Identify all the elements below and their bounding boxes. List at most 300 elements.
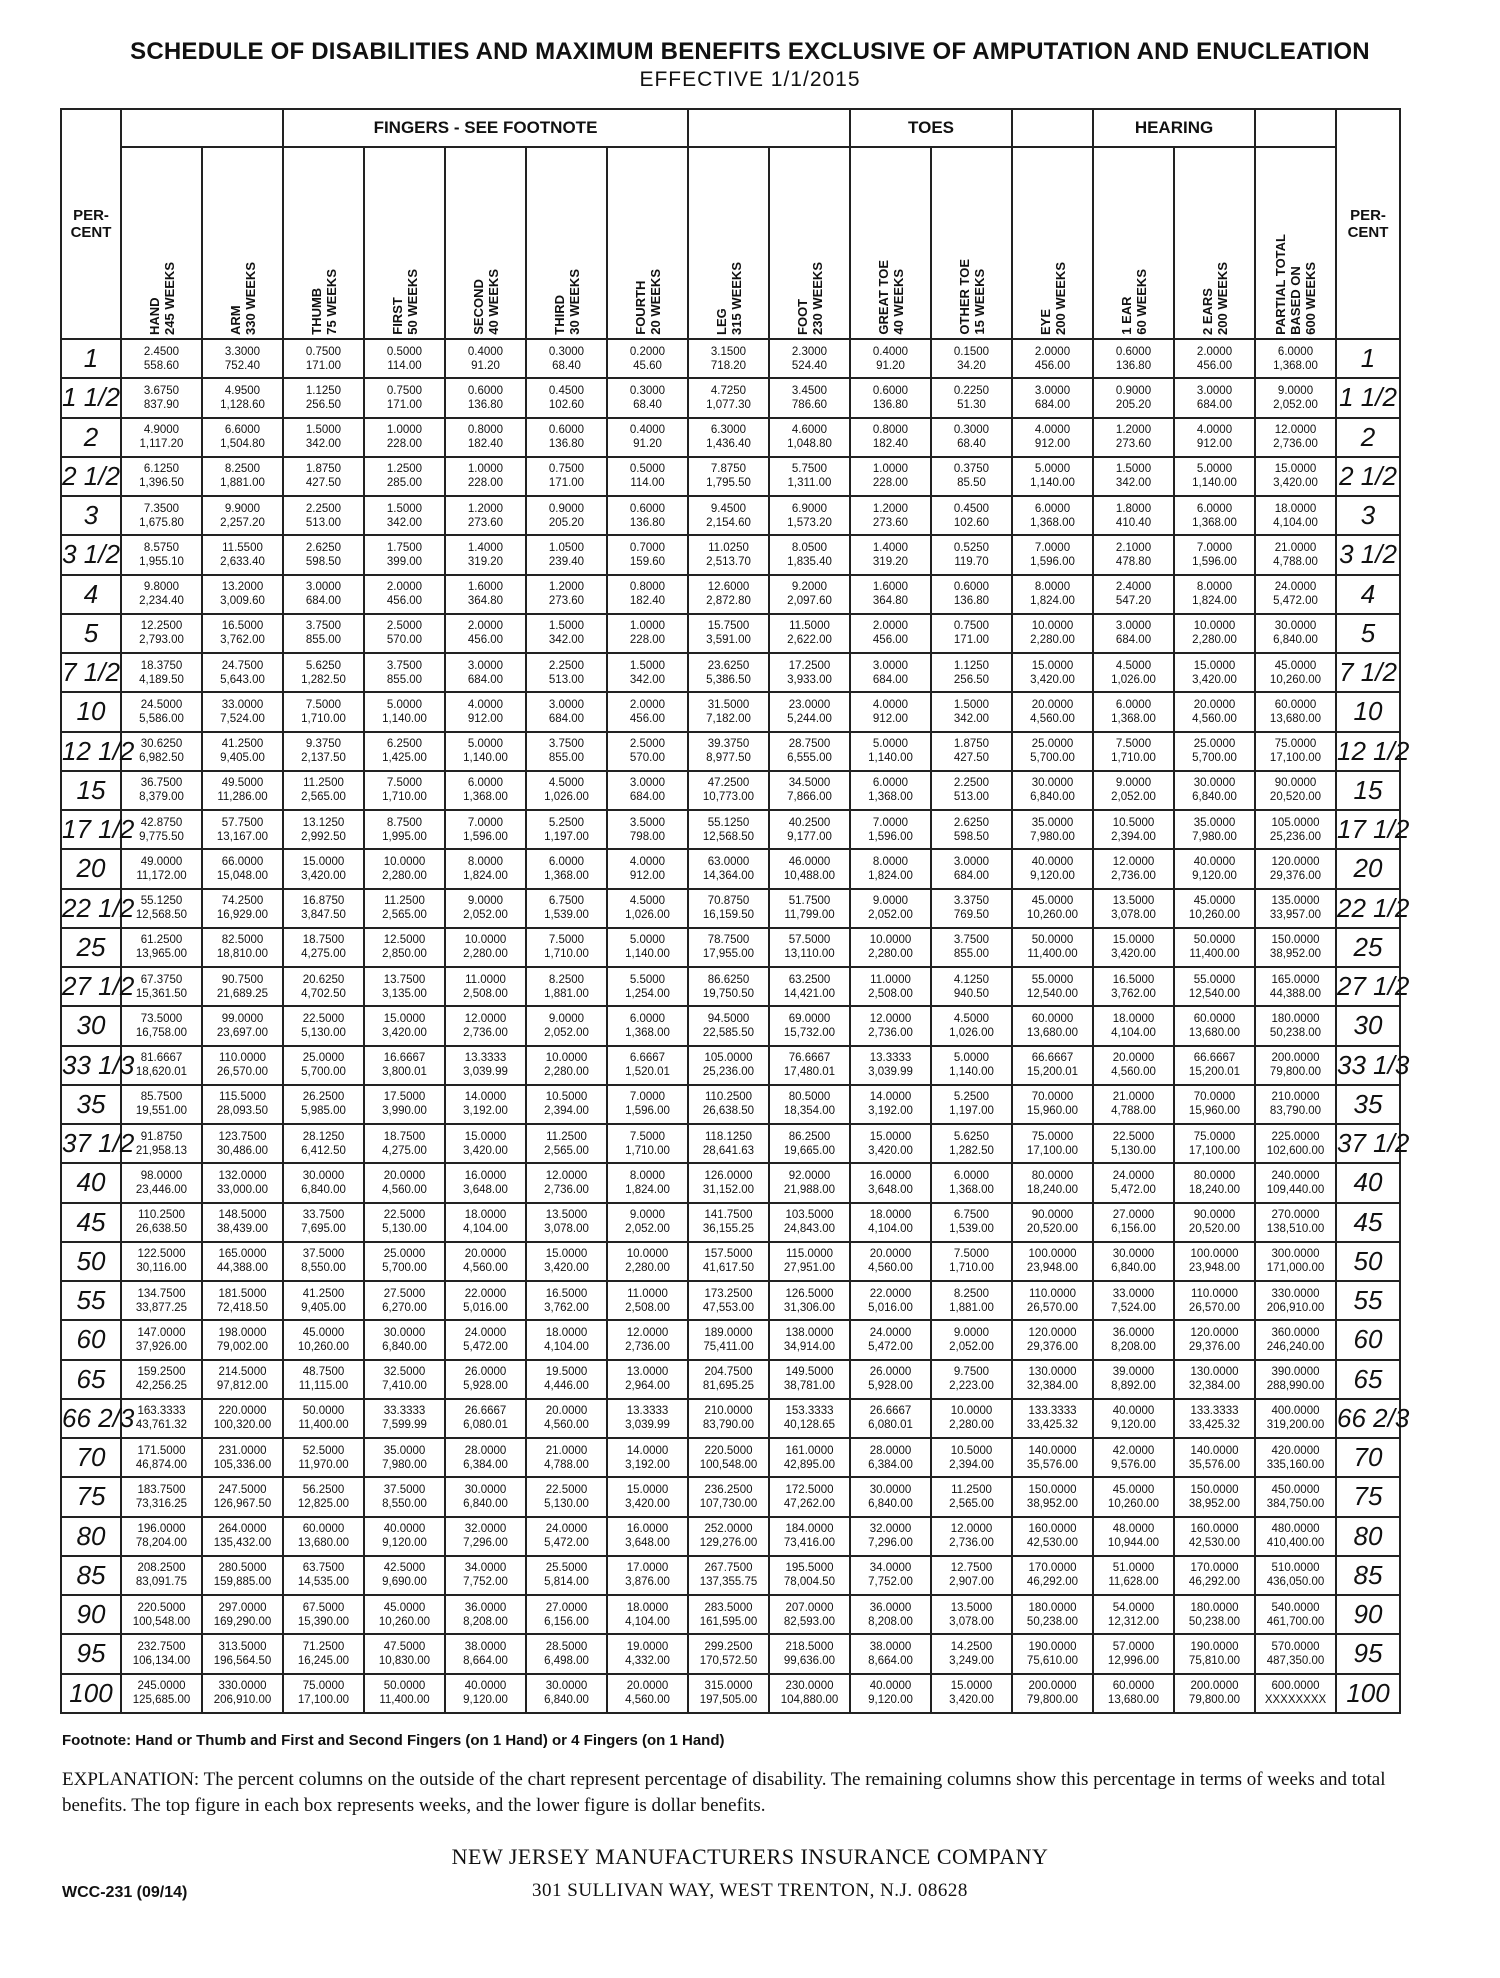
benefit-cell xyxy=(769,1085,850,1124)
weeks-value: 5.0000 xyxy=(953,1052,990,1065)
weeks-value: 33.0000 xyxy=(221,698,264,711)
dollar-value: 3,648.00 xyxy=(868,1183,913,1196)
weeks-value: 267.7500 xyxy=(704,1562,753,1575)
dollar-value: 107,730.00 xyxy=(699,1497,758,1510)
dollar-value: 2,508.00 xyxy=(625,1301,670,1314)
column-header xyxy=(607,147,688,339)
weeks-value: 86.6250 xyxy=(707,973,750,986)
benefit-cell xyxy=(202,1674,283,1714)
benefit-cell xyxy=(931,771,1012,810)
weeks-value: 12.0000 xyxy=(464,1012,507,1025)
dollar-value: 4,788.00 xyxy=(1111,1105,1156,1118)
benefit-cell xyxy=(445,378,526,417)
weeks-value: 12.0000 xyxy=(545,1169,588,1182)
benefit-cell xyxy=(526,653,607,692)
benefit-cell xyxy=(931,1634,1012,1673)
benefit-cell xyxy=(769,849,850,888)
benefit-cell xyxy=(202,1046,283,1085)
weeks-value: 13.5000 xyxy=(1112,895,1155,908)
weeks-value: 20.0000 xyxy=(545,1405,588,1418)
weeks-value: 161.0000 xyxy=(785,1444,834,1457)
dollar-value: 11,400.00 xyxy=(1189,948,1240,961)
benefit-cell xyxy=(445,928,526,967)
weeks-value: 0.9000 xyxy=(548,502,585,515)
dollar-value: 342.00 xyxy=(1115,477,1152,490)
benefit-cell xyxy=(607,339,688,378)
benefit-cell xyxy=(607,1634,688,1673)
benefit-cell xyxy=(1255,1163,1336,1202)
weeks-value: 9.0000 xyxy=(548,1012,585,1025)
benefit-cell xyxy=(1255,418,1336,457)
benefit-cell xyxy=(850,810,931,849)
dollar-value: 5,700.00 xyxy=(1192,752,1237,765)
dollar-value: 598.50 xyxy=(953,830,990,843)
percent-right: 85 xyxy=(1336,1556,1400,1595)
benefit-cell xyxy=(688,535,769,574)
benefit-cell xyxy=(121,418,202,457)
benefit-cell xyxy=(1093,1556,1174,1595)
dollar-value: 12,568.50 xyxy=(135,909,188,922)
weeks-value: 8.5750 xyxy=(143,541,180,554)
benefit-cell xyxy=(202,1163,283,1202)
dollar-value: 1,573.20 xyxy=(787,516,832,529)
weeks-value: 207.0000 xyxy=(785,1601,834,1614)
benefit-cell xyxy=(931,575,1012,614)
weeks-value: 15.0000 xyxy=(1193,659,1236,672)
weeks-value: 120.0000 xyxy=(1028,1326,1077,1339)
weeks-value: 0.5000 xyxy=(386,345,423,358)
dollar-value: 3,078.00 xyxy=(544,1223,589,1236)
weeks-value: 22.5000 xyxy=(383,1209,426,1222)
benefit-cell xyxy=(931,928,1012,967)
benefit-cell xyxy=(283,575,364,614)
dollar-value: 9,120.00 xyxy=(868,1694,913,1707)
weeks-value: 40.0000 xyxy=(1193,855,1236,868)
dollar-value: 159,885.00 xyxy=(213,1576,272,1589)
dollar-value: 137,355.75 xyxy=(699,1576,758,1589)
benefit-cell xyxy=(121,575,202,614)
weeks-value: 13.5000 xyxy=(545,1209,588,1222)
column-header-label: THUMB 75 WEEKS xyxy=(308,269,339,335)
weeks-value: 18.7500 xyxy=(383,1130,426,1143)
table-row xyxy=(61,1163,1400,1202)
benefit-cell xyxy=(283,1242,364,1281)
dollar-value: 3,762.00 xyxy=(1111,987,1156,1000)
dollar-value: 11,400.00 xyxy=(379,1694,430,1707)
weeks-value: 76.6667 xyxy=(788,1052,831,1065)
benefit-cell xyxy=(850,1242,931,1281)
percent-left: 2 xyxy=(61,418,121,457)
benefit-cell xyxy=(1255,1046,1336,1085)
dollar-value: 8,208.00 xyxy=(463,1615,508,1628)
dollar-value: 456.00 xyxy=(467,634,504,647)
benefit-cell xyxy=(526,810,607,849)
benefit-cell xyxy=(688,1634,769,1673)
benefit-cell xyxy=(1093,928,1174,967)
benefit-cell xyxy=(1012,1320,1093,1359)
benefit-cell xyxy=(1012,1634,1093,1673)
column-header xyxy=(769,147,850,339)
dollar-value: 8,664.00 xyxy=(463,1654,508,1667)
dollar-value: 75,610.00 xyxy=(1026,1654,1079,1667)
benefit-cell xyxy=(1174,418,1255,457)
benefit-cell xyxy=(850,1281,931,1320)
dollar-value: 2,257.20 xyxy=(220,516,265,529)
dollar-value: 2,280.00 xyxy=(382,869,427,882)
weeks-value: 9.0000 xyxy=(1115,777,1152,790)
benefit-cell xyxy=(526,1281,607,1320)
dollar-value: 1,368.00 xyxy=(463,791,508,804)
weeks-value: 69.0000 xyxy=(788,1012,831,1025)
benefit-cell xyxy=(769,810,850,849)
benefit-cell xyxy=(688,810,769,849)
dollar-value: 1,077.30 xyxy=(706,398,751,411)
weeks-value: 11.5000 xyxy=(789,620,830,633)
dollar-value: 6,080.01 xyxy=(868,1419,913,1432)
percent-right: 12 1/2 xyxy=(1336,732,1400,771)
benefit-cell xyxy=(769,339,850,378)
dollar-value: 342.00 xyxy=(548,634,585,647)
dollar-value: 3,135.00 xyxy=(382,987,427,1000)
benefit-cell xyxy=(769,1281,850,1320)
benefit-cell xyxy=(607,614,688,653)
weeks-value: 12.0000 xyxy=(626,1326,669,1339)
dollar-value: 196,564.50 xyxy=(213,1654,272,1667)
weeks-value: 1.8750 xyxy=(305,463,342,476)
dollar-value: 79,002.00 xyxy=(216,1340,269,1353)
weeks-value: 3.0000 xyxy=(872,659,909,672)
benefit-cell xyxy=(202,1595,283,1634)
weeks-value: 147.0000 xyxy=(137,1326,186,1339)
benefit-cell xyxy=(931,1595,1012,1634)
percent-right: 95 xyxy=(1336,1634,1400,1673)
dollar-value: 6,982.50 xyxy=(139,752,184,765)
percent-right: 5 xyxy=(1336,614,1400,653)
benefit-cell xyxy=(769,614,850,653)
benefit-cell xyxy=(526,575,607,614)
percent-left: 27 1/2 xyxy=(61,967,121,1006)
weeks-value: 36.7500 xyxy=(140,777,183,790)
dollar-value: 319.20 xyxy=(872,555,909,568)
weeks-value: 1.0000 xyxy=(629,620,666,633)
weeks-value: 30.0000 xyxy=(545,1680,588,1693)
benefit-cell xyxy=(769,889,850,928)
dollar-value: 8,977.50 xyxy=(706,752,751,765)
benefit-cell xyxy=(931,1046,1012,1085)
benefit-cell xyxy=(1012,1477,1093,1516)
benefit-cell xyxy=(850,378,931,417)
dollar-value: 13,680.00 xyxy=(1107,1694,1160,1707)
table-row xyxy=(61,1281,1400,1320)
weeks-value: 8.0000 xyxy=(1196,581,1233,594)
dollar-value: 29,376.00 xyxy=(1026,1340,1079,1353)
dollar-value: 684.00 xyxy=(629,791,666,804)
dollar-value: 2,736.00 xyxy=(544,1183,589,1196)
weeks-value: 230.0000 xyxy=(785,1680,834,1693)
dollar-value: 2,097.60 xyxy=(787,595,832,608)
benefit-cell xyxy=(688,1438,769,1477)
benefit-cell xyxy=(607,967,688,1006)
weeks-value: 11.5500 xyxy=(222,541,263,554)
dollar-value: 228.00 xyxy=(467,477,504,490)
benefit-cell xyxy=(607,692,688,731)
benefit-cell xyxy=(1255,771,1336,810)
percent-left: 90 xyxy=(61,1595,121,1634)
dollar-value: 100,320.00 xyxy=(213,1419,272,1432)
weeks-value: 6.1250 xyxy=(143,463,180,476)
table-row xyxy=(61,1242,1400,1281)
benefit-cell xyxy=(1012,1085,1093,1124)
benefit-cell xyxy=(769,1203,850,1242)
column-header-label: FOURTH 20 WEEKS xyxy=(632,269,663,335)
weeks-value: 130.0000 xyxy=(1028,1366,1077,1379)
weeks-value: 57.0000 xyxy=(1112,1640,1155,1653)
benefit-cell xyxy=(607,1281,688,1320)
benefit-cell xyxy=(202,496,283,535)
weeks-value: 31.5000 xyxy=(707,698,750,711)
dollar-value: 15,960.00 xyxy=(1188,1105,1241,1118)
weeks-value: 1.0000 xyxy=(386,424,423,437)
dollar-value: 2,394.00 xyxy=(544,1105,589,1118)
benefit-cell xyxy=(364,496,445,535)
column-header-row xyxy=(61,147,1400,339)
dollar-value: 228.00 xyxy=(386,438,423,451)
benefit-cell xyxy=(607,378,688,417)
benefit-cell xyxy=(688,1320,769,1359)
dollar-value: 9,690.00 xyxy=(382,1576,427,1589)
dollar-value: 15,960.00 xyxy=(1026,1105,1079,1118)
dollar-value: 2,052.00 xyxy=(1273,398,1318,411)
dollar-value: 11,115.00 xyxy=(298,1380,349,1393)
benefit-cell xyxy=(1093,1085,1174,1124)
weeks-value: 5.6250 xyxy=(953,1130,990,1143)
benefit-cell xyxy=(1093,457,1174,496)
dollar-value: 5,472.00 xyxy=(544,1537,589,1550)
dollar-value: 10,830.00 xyxy=(378,1654,431,1667)
dollar-value: 36,155.25 xyxy=(702,1223,755,1236)
dollar-value: 2,394.00 xyxy=(1111,830,1156,843)
benefit-cell xyxy=(1093,575,1174,614)
dollar-value: 461,700.00 xyxy=(1266,1615,1325,1628)
weeks-value: 42.5000 xyxy=(383,1562,426,1575)
percent-left: 35 xyxy=(61,1085,121,1124)
weeks-value: 1.2500 xyxy=(386,463,423,476)
weeks-value: 11.0250 xyxy=(708,541,749,554)
dollar-value: 1,596.00 xyxy=(1192,555,1237,568)
benefit-cell xyxy=(607,732,688,771)
weeks-value: 67.3750 xyxy=(140,973,183,986)
dollar-value: 32,384.00 xyxy=(1188,1380,1241,1393)
weeks-value: 1.2000 xyxy=(467,502,504,515)
dollar-value: 5,472.00 xyxy=(868,1340,913,1353)
weeks-value: 63.2500 xyxy=(788,973,831,986)
benefit-cell xyxy=(1174,1634,1255,1673)
dollar-value: 1,128.60 xyxy=(220,398,265,411)
benefit-cell xyxy=(445,1674,526,1714)
benefit-cell xyxy=(607,1085,688,1124)
benefit-cell xyxy=(769,457,850,496)
benefit-cell xyxy=(769,1634,850,1673)
benefit-cell xyxy=(850,457,931,496)
benefit-cell xyxy=(769,1556,850,1595)
dollar-value: 40,128.65 xyxy=(783,1419,836,1432)
dollar-value: 684.00 xyxy=(872,673,909,686)
dollar-value: 91.20 xyxy=(471,359,500,372)
benefit-cell xyxy=(526,1399,607,1438)
weeks-value: 39.3750 xyxy=(707,738,750,751)
weeks-value: 75.0000 xyxy=(1031,1130,1074,1143)
company-address: 301 SULLIVAN WAY, WEST TRENTON, N.J. 08628 xyxy=(532,1880,968,1901)
dollar-value: 2,052.00 xyxy=(949,1340,994,1353)
weeks-value: 80.5000 xyxy=(788,1091,831,1104)
weeks-value: 67.5000 xyxy=(302,1601,345,1614)
weeks-value: 13.1250 xyxy=(302,816,345,829)
benefit-cell xyxy=(850,1085,931,1124)
dollar-value: 4,788.00 xyxy=(1273,555,1318,568)
dollar-value: XXXXXXXX xyxy=(1264,1694,1327,1707)
dollar-value: 273.60 xyxy=(548,595,585,608)
dollar-value: 21,988.00 xyxy=(783,1183,836,1196)
benefit-cell xyxy=(1174,1595,1255,1634)
benefit-cell xyxy=(688,1203,769,1242)
weeks-value: 180.0000 xyxy=(1028,1601,1077,1614)
percent-left: 75 xyxy=(61,1477,121,1516)
benefit-cell xyxy=(364,614,445,653)
dollar-value: 384,750.00 xyxy=(1266,1497,1325,1510)
dollar-value: 9,120.00 xyxy=(1030,869,1075,882)
benefit-cell xyxy=(1255,1281,1336,1320)
weeks-value: 57.7500 xyxy=(221,816,264,829)
dollar-value: 1,368.00 xyxy=(625,1026,670,1039)
weeks-value: 40.0000 xyxy=(383,1523,426,1536)
benefit-cell xyxy=(364,575,445,614)
weeks-value: 2.5000 xyxy=(629,738,666,751)
benefit-cell xyxy=(445,1242,526,1281)
benefit-cell xyxy=(526,1006,607,1045)
weeks-value: 4.5000 xyxy=(1115,659,1152,672)
benefit-cell xyxy=(283,339,364,378)
dollar-value: 410,400.00 xyxy=(1266,1537,1325,1550)
dollar-value: 513.00 xyxy=(953,791,990,804)
weeks-value: 153.3333 xyxy=(785,1405,834,1418)
dollar-value: 75,810.00 xyxy=(1188,1654,1241,1667)
weeks-value: 17.5000 xyxy=(383,1091,426,1104)
weeks-value: 63.0000 xyxy=(707,855,750,868)
weeks-value: 313.5000 xyxy=(218,1640,267,1653)
weeks-value: 57.5000 xyxy=(788,934,831,947)
dollar-value: 288,990.00 xyxy=(1266,1380,1325,1393)
benefit-cell xyxy=(445,1006,526,1045)
benefit-cell xyxy=(121,653,202,692)
benefit-cell xyxy=(1174,339,1255,378)
benefit-cell xyxy=(1093,732,1174,771)
benefit-cell xyxy=(607,1360,688,1399)
benefit-cell xyxy=(283,535,364,574)
weeks-value: 150.0000 xyxy=(1190,1483,1239,1496)
weeks-value: 4.5000 xyxy=(548,777,585,790)
benefit-cell xyxy=(1093,614,1174,653)
dollar-value: 684.00 xyxy=(1034,398,1071,411)
weeks-value: 122.5000 xyxy=(137,1248,186,1261)
dollar-value: 14,535.00 xyxy=(297,1576,350,1589)
weeks-value: 13.3333 xyxy=(464,1052,507,1065)
weeks-value: 5.0000 xyxy=(467,738,504,751)
dollar-value: 1,140.00 xyxy=(625,948,670,961)
percent-right: 60 xyxy=(1336,1320,1400,1359)
benefit-cell xyxy=(526,457,607,496)
benefit-cell xyxy=(202,1006,283,1045)
weeks-value: 99.0000 xyxy=(221,1012,264,1025)
dollar-value: 3,990.00 xyxy=(382,1105,427,1118)
weeks-value: 75.0000 xyxy=(302,1680,345,1693)
benefit-cell xyxy=(364,1163,445,1202)
page-title: SCHEDULE OF DISABILITIES AND MAXIMUM BENEFITS EXCLUSIVE OF AMPUTATION AND ENUCLEATION xyxy=(130,38,1370,65)
weeks-value: 40.0000 xyxy=(1112,1405,1155,1418)
weeks-value: 15.0000 xyxy=(545,1248,588,1261)
dollar-value: 2,052.00 xyxy=(868,909,913,922)
weeks-value: 9.9000 xyxy=(224,502,261,515)
dollar-value: 5,386.50 xyxy=(706,673,751,686)
weeks-value: 0.6000 xyxy=(872,384,909,397)
benefit-cell xyxy=(1174,1281,1255,1320)
dollar-value: 4,560.00 xyxy=(382,1183,427,1196)
dollar-value: 5,016.00 xyxy=(463,1301,508,1314)
weeks-value: 34.0000 xyxy=(869,1562,912,1575)
dollar-value: 5,130.00 xyxy=(1111,1144,1156,1157)
weeks-value: 150.0000 xyxy=(1271,934,1320,947)
dollar-value: 2,736.00 xyxy=(868,1026,913,1039)
benefit-cell xyxy=(1093,1674,1174,1714)
weeks-value: 7.5000 xyxy=(386,777,423,790)
percent-right: 33 1/3 xyxy=(1336,1046,1400,1085)
benefit-cell xyxy=(445,575,526,614)
weeks-value: 20.0000 xyxy=(1112,1052,1155,1065)
benefit-cell xyxy=(1255,614,1336,653)
weeks-value: 10.0000 xyxy=(383,855,426,868)
weeks-value: 0.4500 xyxy=(953,502,990,515)
weeks-value: 41.2500 xyxy=(302,1287,345,1300)
weeks-value: 4.1250 xyxy=(953,973,990,986)
percent-right: 50 xyxy=(1336,1242,1400,1281)
table-row xyxy=(61,849,1400,888)
benefit-cell xyxy=(607,1399,688,1438)
dollar-value: 1,368.00 xyxy=(868,791,913,804)
benefit-cell xyxy=(445,967,526,1006)
column-header xyxy=(202,147,283,339)
dollar-value: 18,240.00 xyxy=(1026,1183,1079,1196)
benefit-cell xyxy=(1255,810,1336,849)
dollar-value: 342.00 xyxy=(386,516,423,529)
benefit-cell xyxy=(121,1320,202,1359)
weeks-value: 34.0000 xyxy=(464,1562,507,1575)
weeks-value: 150.0000 xyxy=(1028,1483,1077,1496)
dollar-value: 1,955.10 xyxy=(139,555,184,568)
table-row xyxy=(61,928,1400,967)
weeks-value: 133.3333 xyxy=(1190,1405,1239,1418)
weeks-value: 8.2500 xyxy=(953,1287,990,1300)
benefit-cell xyxy=(688,1595,769,1634)
benefit-cell xyxy=(1255,457,1336,496)
benefit-cell xyxy=(1093,1360,1174,1399)
benefit-cell xyxy=(526,928,607,967)
dollar-value: 12,540.00 xyxy=(1026,987,1079,1000)
weeks-value: 51.7500 xyxy=(788,895,831,908)
weeks-value: 26.6667 xyxy=(869,1405,912,1418)
weeks-value: 2.0000 xyxy=(629,698,666,711)
benefit-cell xyxy=(445,1517,526,1556)
dollar-value: 11,400.00 xyxy=(298,1419,349,1432)
weeks-value: 2.6250 xyxy=(305,541,342,554)
